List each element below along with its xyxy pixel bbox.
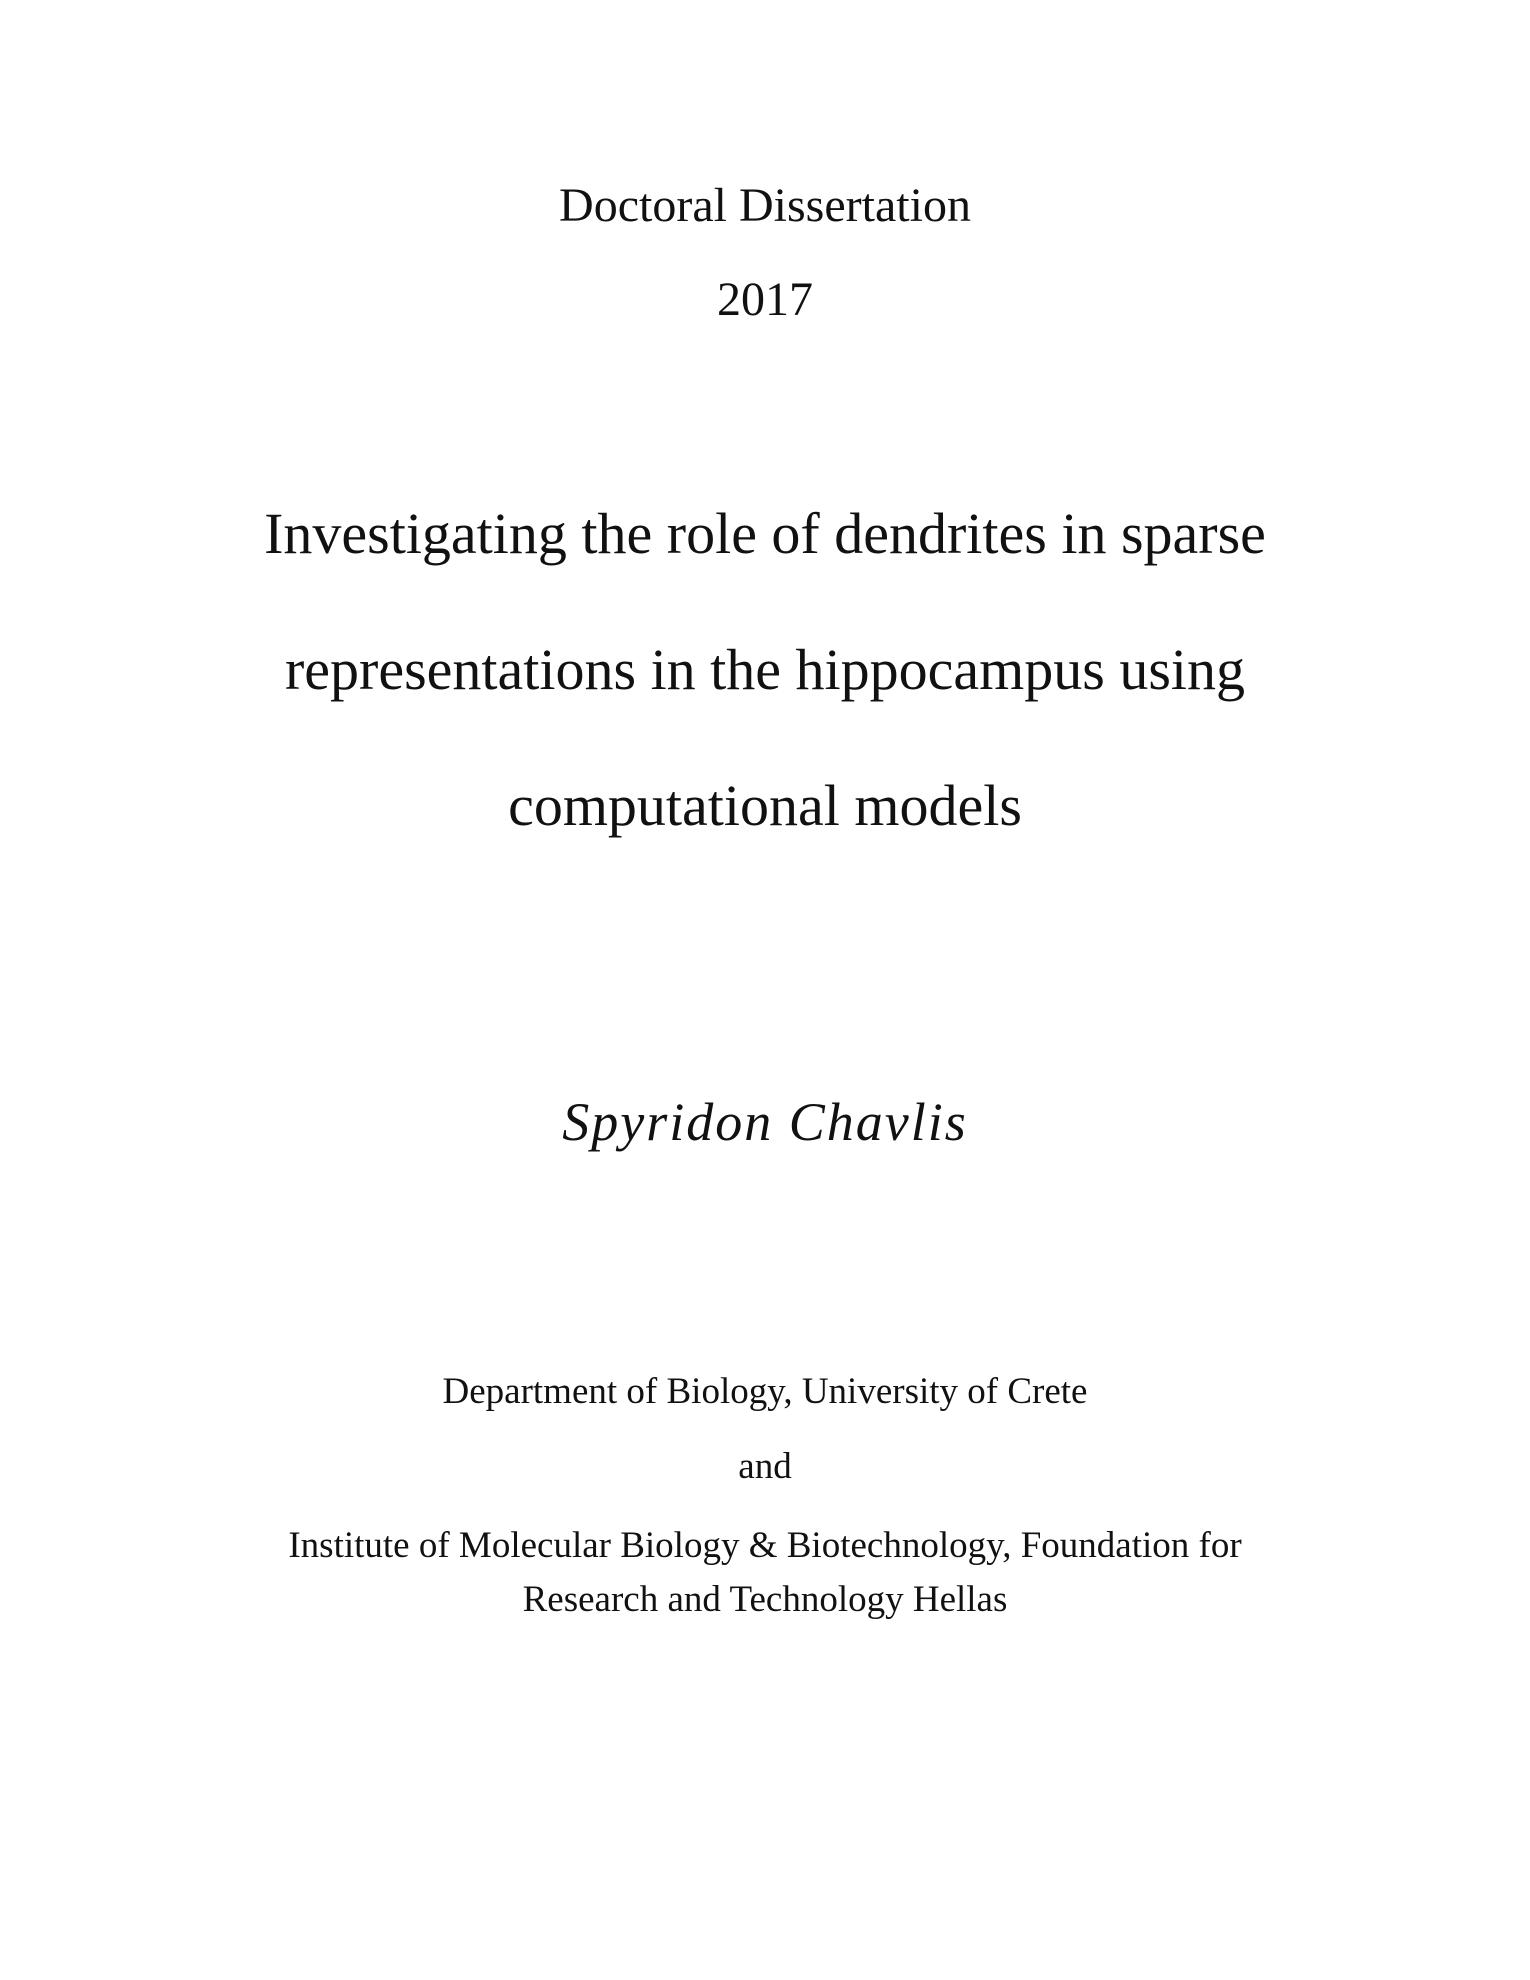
- institute-affiliation-line-1: Institute of Molecular Biology & Biotechnology, Foundation for: [288, 1525, 1242, 1566]
- affiliation-conjunction: and: [738, 1446, 792, 1487]
- title-line-3: computational models: [508, 773, 1022, 838]
- document-type: Doctoral Dissertation: [559, 179, 971, 232]
- document-year: 2017: [717, 273, 813, 326]
- title-line-2: representations in the hippocampus using: [284, 637, 1246, 702]
- author-name: Spyridon Chavlis: [562, 1092, 968, 1152]
- institute-affiliation-line-2: Research and Technology Hellas: [522, 1579, 1008, 1620]
- title-line-1: Investigating the role of dendrites in sparse: [264, 501, 1266, 566]
- department-affiliation: Department of Biology, University of Crete: [442, 1371, 1088, 1412]
